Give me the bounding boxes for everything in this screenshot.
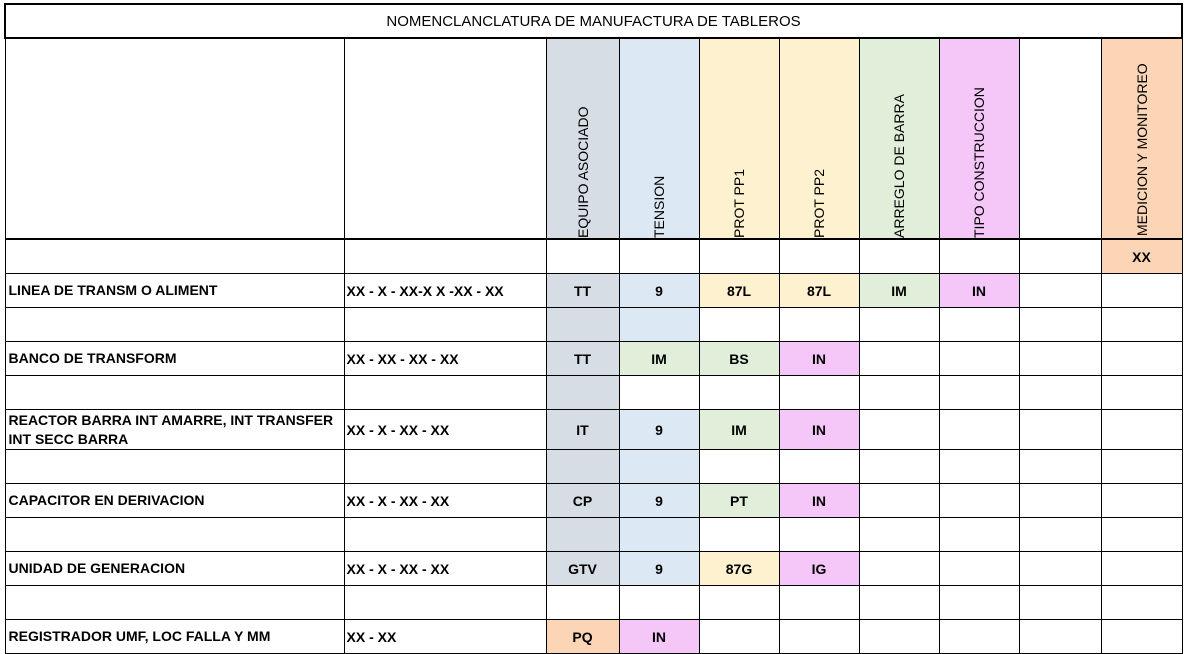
header-empty-3	[1019, 38, 1101, 239]
row-code: XX - X - XX - XX	[344, 410, 546, 450]
cell-prot-pp2: 87L	[779, 274, 859, 308]
row-label: UNIDAD DE GENERACION	[5, 552, 344, 586]
table-row	[5, 410, 1182, 450]
header-equipo-asociado: EQUIPO ASOCIADO	[546, 38, 619, 239]
cell-2: 9	[619, 484, 699, 518]
nomenclature-table	[4, 3, 1183, 654]
nomenclature-sheet	[4, 3, 1181, 648]
header-prot-pp1: PROT PP1	[699, 38, 779, 239]
cell-3: PT	[699, 484, 779, 518]
cell-3: BS	[699, 342, 779, 376]
cell-2: IM	[619, 342, 699, 376]
cell-2: IN	[619, 620, 699, 654]
header-arreglo-de-barra: ARREGLO DE BARRA	[859, 38, 939, 239]
cell-3: 87G	[699, 552, 779, 586]
row-label: REACTOR BARRA INT AMARRE, INT TRANSFER INT SECC BARRA	[5, 410, 344, 450]
cell-equipo: IT	[546, 410, 619, 450]
cell-equipo: PQ	[546, 620, 619, 654]
cell-2: 9	[619, 410, 699, 450]
row-code: XX - X - XX - XX	[344, 484, 546, 518]
cell-equipo: TT	[546, 342, 619, 376]
cell-4: IN	[779, 484, 859, 518]
table-row	[5, 484, 1182, 518]
cell-equipo: TT	[546, 274, 619, 308]
row-code: XX - XX - XX - XX	[344, 342, 546, 376]
cell-4: IN	[779, 410, 859, 450]
header-empty-2	[344, 38, 546, 239]
cell-tension: 9	[619, 274, 699, 308]
row-code: XX - X - XX - XX	[344, 552, 546, 586]
row-code: XX - XX	[344, 620, 546, 654]
cell-2: 9	[619, 552, 699, 586]
header-tension: TENSION	[619, 38, 699, 239]
table-row	[5, 552, 1182, 586]
page-title: NOMENCLANCLATURA DE MANUFACTURA DE TABLEROS	[5, 4, 1182, 38]
row-label: CAPACITOR EN DERIVACION	[5, 484, 344, 518]
header-tipo-construccion: TIPO CONSTRUCCION	[939, 38, 1019, 239]
row-label: BANCO DE TRANSFORM	[5, 342, 344, 376]
cell-3: IM	[699, 410, 779, 450]
cell-equipo: GTV	[546, 552, 619, 586]
cell-4: IN	[779, 342, 859, 376]
table-row	[5, 620, 1182, 654]
cell-4: IG	[779, 552, 859, 586]
row-code: XX - X - XX-X X -XX - XX	[344, 274, 546, 308]
row-label: LINEA DE TRANSM O ALIMENT	[5, 274, 344, 308]
cell-equipo: CP	[546, 484, 619, 518]
cell-arreglo: IM	[859, 274, 939, 308]
table-row	[5, 274, 1182, 308]
cell-prot-pp1: 87L	[699, 274, 779, 308]
header-medicion-y-monitoreo: MEDICION Y MONITOREO	[1101, 38, 1182, 239]
header-prot-pp2: PROT PP2	[779, 38, 859, 239]
medicion-value: XX	[1101, 239, 1182, 274]
row-label: REGISTRADOR UMF, LOC FALLA Y MM	[5, 620, 344, 654]
table-row	[5, 342, 1182, 376]
header-empty-1	[5, 38, 344, 239]
cell-tipo: IN	[939, 274, 1019, 308]
